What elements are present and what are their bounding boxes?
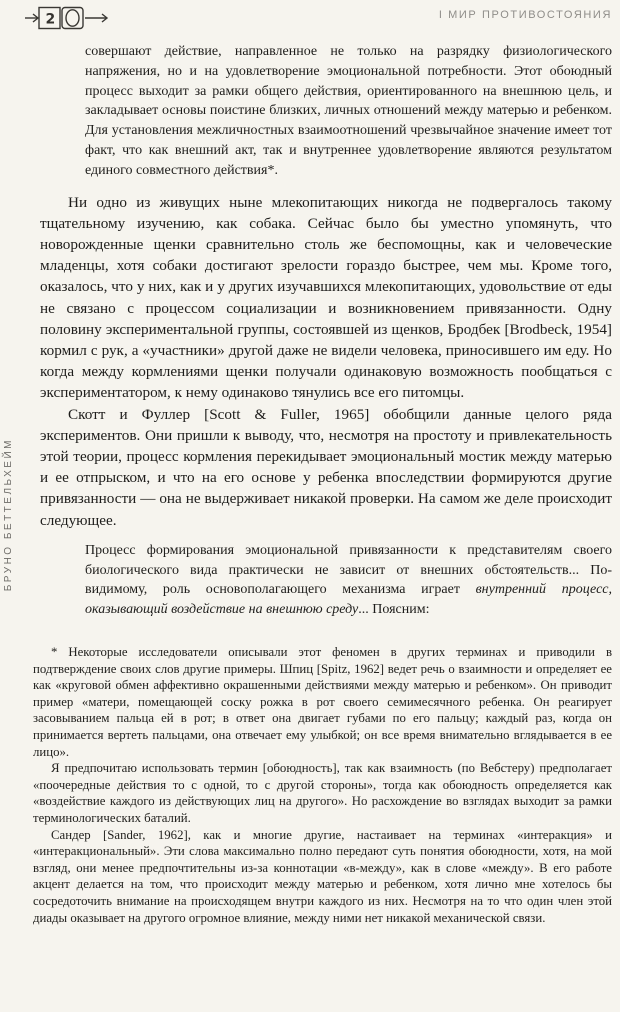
footnote-1: * Некоторые исследователи описывали этот феномен в других терминах и приводили в подтверждение своих слов другие примеры. Шпиц [Spitz, 1962] ведет речь о взаимности и определяет ее как «круговой обмен аффективно окрашенными действиями между матерью и ребенком». Он приводит пример «матери, помещающей соску рожка в рот своего семимесячного ребенка. Он реагирует засовыванием пальца ей в рот; в ответ она двигает губами по его пальцу; каждый раз, когда он принимается вертеть пальцами, она отвечает ему улыбкой; он все время внимательно вглядывается в ее лицо». (33, 645, 612, 759)
blockquote-2 (85, 541, 612, 620)
page-number-digit-1: 2 (45, 11, 56, 28)
page-number-ornament (24, 5, 110, 36)
footnotes-section (33, 644, 612, 926)
quote-text-post: ... Поясним: (358, 602, 430, 618)
page-number-graphic (24, 5, 110, 31)
blockquote-continuation: совершают действие, направленное не только на разрядку физиологического напряжения, но и на удовлетворение эмоциональной потребности. Этот обоюдный процесс выходит за рамки общего действия, ориентированного на внешнюю цель, и закладывает основы поистине близких, личных отношений между матерью и ребенком. Для установления межличностных взаимоотношений чрезвычайное значение имеет тот факт, что как внешний акт, так и внутреннее удовлетворение являются результатом единого совместного действия*. (85, 44, 612, 178)
paragraph-2: Скотт и Фуллер [Scott & Fuller, 1965] обобщили данные целого ряда экспериментов. Они пришли к выводу, что, несмотря на простоту и привлекательность этой теории, процесс кормления перекидывает эмоциональный мостик между матерью и ее отпрыском, и что на его основе у ребенка впоследствии формируются другие привязанности — она не выдерживает никакой проверки. На самом же деле происходит следующее. (40, 405, 612, 529)
digit-box-round (62, 8, 83, 29)
paragraph-1: Ни одно из живущих ныне млекопитающих никогда не подвергалось такому тщательному изучению, как собака. Сейчас было бы уместно упомянуть, что новорожденные щенки сравнительно столь же беспомощны, как и человеческие младенцы, хотя собаки достигают зрелости гораздо быстрее, чем мы. Кроме того, оказалось, что у них, как и у других изучавшихся млекопитающих, удовольствие от еды не связано с процессом социализации и возникновением привязанности. Одну половину экспериментальной группы, состоявшей из щенков, Бродбек [Brodbeck, 1954] кормил с рук, а «участники» другой даже не видели человека, приносившего им еду. Но когда между кормлениями щенки получали одинаковую возможность пообщаться с экспериментатором, к нему одинаково тянулись все его питомцы. (40, 193, 612, 402)
chapter-header: І МИР ПРОТИВОСТОЯНИЯ (438, 9, 612, 21)
page-content (33, 42, 613, 926)
quote-emphasis: внутренний процесс, оказывающий воздействие на внешнюю среду (85, 582, 613, 618)
footnote-2: Я предпочитаю использовать термин [обоюдность], так как взаимность (по Вебстеру) предполагает «поочередные действия то с одной, то с другой стороны», тогда как обоюдность определяется как «воздействие каждого из действующих лиц на другого». Но расхождение во взглядах выходит за рамки терминологических баталий. (33, 761, 612, 825)
quote-text-pre: Процесс формирования эмоциональной привязанности к представителям своего биологического вида практически не зависит от внешних обстоятельств... По-видимому, роль основополагающего механизма играет (85, 542, 612, 598)
author-margin-label: БРУНО БЕТТЕЛЬХЕЙМ (3, 438, 14, 592)
footnote-3: Сандер [Sander, 1962], как и многие другие, настаивает на терминах «интеракция» и «интеракциональный». Эти слова максимально полно передают суть понятия обоюдности, хотя, на мой взгляд, они менее предпочтительны из-за коннотации «в-между», как в слове «между». В его работе акцент делается на том, что происходит между матерью и ребенком, хотя лично мне хотелось бы сосредоточить внимание на происходящем внутри каждого из них. Несмотря на то что один член этой диады оказывает на другого огромное влияние, между ними нет никакой механической связи. (33, 827, 612, 925)
